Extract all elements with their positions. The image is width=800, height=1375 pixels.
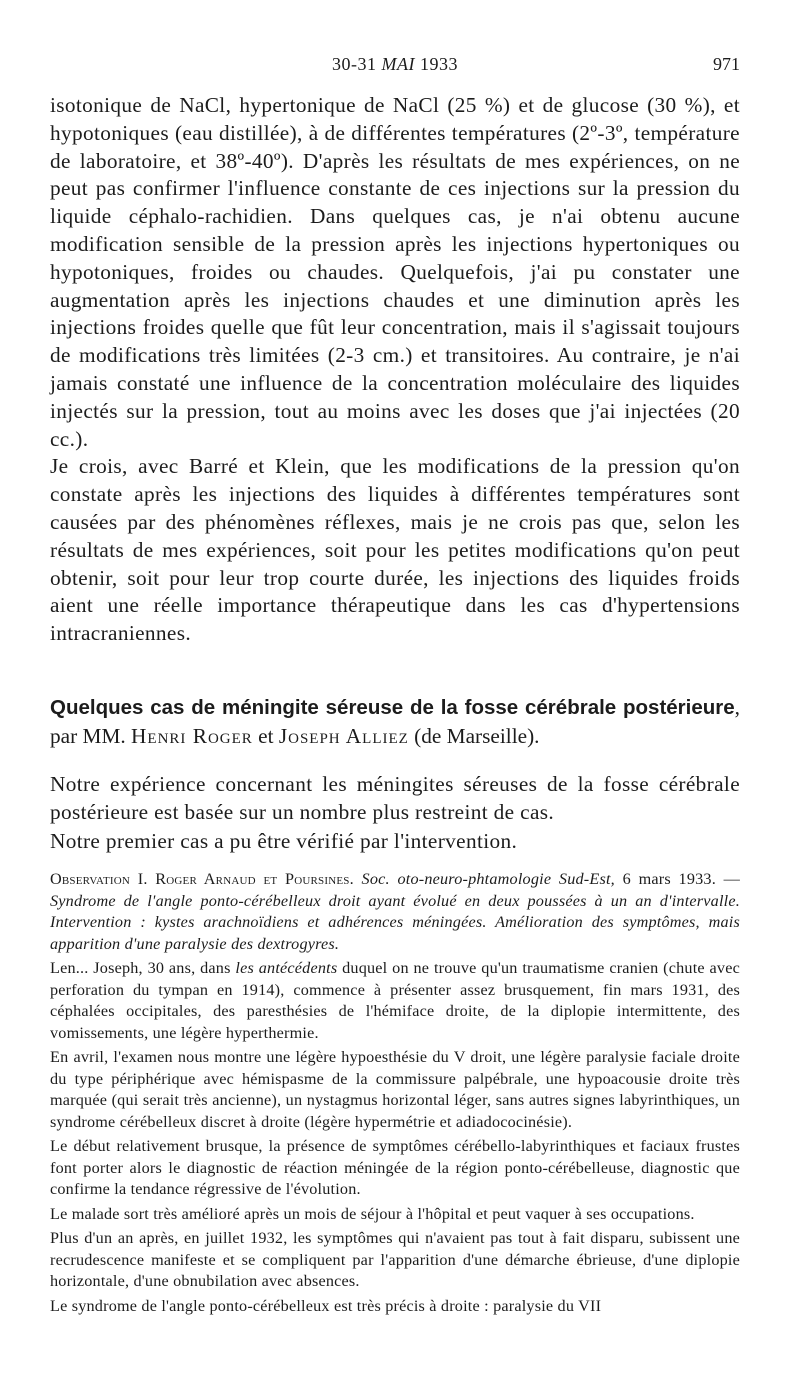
running-header	[50, 54, 740, 80]
previous-article-end	[50, 92, 740, 648]
case-lead-italic: les antécédents	[235, 959, 338, 978]
running-title	[50, 54, 740, 75]
article-title: Quelques cas de méningite séreuse de la fosse cérébrale postérieure	[50, 695, 735, 719]
case-report	[50, 869, 740, 1317]
observation-label: Observation I.	[50, 870, 148, 889]
case-paragraph	[50, 958, 740, 1044]
case-paragraph: Le syndrome de l'angle ponto-cérébelleux est très précis à droite : paralysie du VII	[50, 1296, 602, 1315]
case-lead-rest: duquel on ne trouve qu'un traumatisme cranien (chute avec perforation du tympan en 1914), commence à présenter assez brusquement, fin mars 1931, des céphalées occipitales, des paresthésies de l'hémiface droite, de la diplopie intermittente, des vomissements, une légère hyperthermie.	[50, 959, 740, 1042]
intro-paragraph: Notre premier cas a pu être vérifié par l'intervention.	[50, 828, 518, 853]
observation-date: 6 mars 1933. —	[614, 870, 741, 889]
observation-summary: Syndrome de l'angle ponto-cérébelleux droit ayant évolué en deux poussées à un an d'intervalle. Intervention : kystes arachnoïdiens et adhérences méningées. Amélioration des symptômes, mais apparition d'une paralysie des dextrogyres.	[50, 891, 740, 953]
observation-authors: Roger Arnaud et Poursines.	[147, 870, 354, 889]
body-paragraph: Je crois, avec Barré et Klein, que les modifications de la pression qu'on constate après les injections des liquides à différentes températures sont causées par des phénomènes réflexes, mais je ne crois pas que, selon les résultats de mes expériences, soit pour les petites modifications qu'on peut obtenir, soit pour leur trop courte durée, les injections des liquides froids aient une réelle importance thérapeutique dans les cas d'hypertensions intracraniennes.	[50, 454, 740, 646]
case-lead: Len... Joseph, 30 ans, dans	[50, 959, 236, 978]
case-paragraph: Plus d'un an après, en juillet 1932, les symptômes qui n'avaient pas tout à fait disparu, subissent une recrudescence manifeste et se compliquent par l'apparition d'une démarche ébrieuse, d'une diplopie horizontale, d'une obnubilation avec absences.	[50, 1229, 740, 1291]
observation-header	[50, 869, 740, 955]
running-date-days: 30-31	[332, 54, 382, 74]
article-intro	[50, 770, 740, 856]
author-conjunction: et	[252, 723, 279, 748]
intro-paragraph: Notre expérience concernant les méningites séreuses de la fosse cérébrale postérieure est basée sur un nombre plus restreint de cas.	[50, 771, 740, 825]
observation-journal: Soc. oto-neuro-phtamologie Sud-Est,	[353, 870, 615, 889]
page-number: 971	[713, 54, 740, 74]
author-name: Henri Roger	[131, 723, 253, 748]
running-date-month: MAI	[381, 54, 415, 74]
case-paragraph: Le malade sort très amélioré après un mois de séjour à l'hôpital et peut vaquer à ses occupations.	[50, 1204, 695, 1223]
page-content	[50, 92, 740, 1320]
author-affiliation: (de Marseille).	[408, 723, 540, 748]
body-paragraph: isotonique de NaCl, hypertonique de NaCl (25 %) et de glucose (30 %), et hypotoniques (eau distillée), à de différentes températures (2º-3º, température de laboratoire, et 38º-40º). D'après les résultats de mes expériences, on ne peut pas confirmer l'influence constante de ces injections sur la pression du liquide céphalo-rachidien. Dans quelques cas, je n'ai obtenu aucune modification sensible de la pression après les injections hypertoniques ou hypotoniques, froides ou chaudes. Quelquefois, j'ai pu constater une augmentation après les injections chaudes et une diminution après les injections froides quelle que fût leur concentration, mais il s'agissait toujours de modifications très limitées (2-3 cm.) et transitoires. Au contraire, je n'ai jamais constaté une influence de la concentration moléculaire des liquides injectés sur la pression, tout au moins avec les doses que j'ai injectées (20 cc.).	[50, 93, 740, 451]
running-date-year: 1933	[414, 54, 458, 74]
case-paragraph: Le début relativement brusque, la présence de symptômes cérébello-labyrinthiques et faciaux frustes font porter alors le diagnostic de réaction méningée de la région ponto-cérébelleuse, diagnostic que confirme la tendance régressive de l'évolution.	[50, 1137, 740, 1199]
case-paragraph: En avril, l'examen nous montre une légère hypoesthésie du V droit, une légère paralysie faciale droite du type périphérique avec hémispasme de la commissure palpébrale, une hypoacousie droite très marquée (qui serait très ancienne), un nystagmus horizontal léger, sans autres signes labyrinthiques, un syndrome cérébelleux discret à droite (légère hypermétrie et adiadococinésie).	[50, 1048, 740, 1131]
article-heading	[50, 693, 740, 750]
article-by: , par MM.	[50, 694, 740, 748]
author-name: Joseph Alliez	[278, 723, 409, 748]
